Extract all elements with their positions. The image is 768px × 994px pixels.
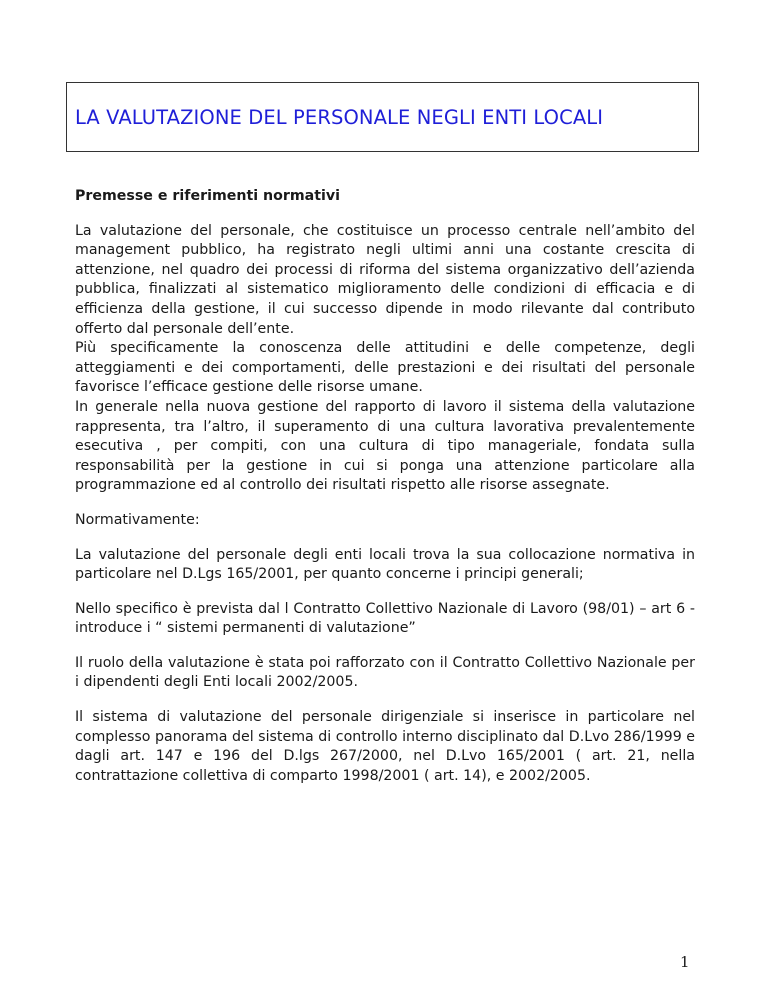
paragraph-dlgs: La valutazione del personale degli enti locali trova la sua collocazione normativa in particolare nel D.Lgs 165/2001, per quanto concerne i principi generali; (75, 546, 695, 583)
section-heading: Premesse e riferimenti normativi (75, 188, 340, 204)
intro-paragraph-3: In generale nella nuova gestione del rapporto di lavoro il sistema della valutazione rappresenta, tra l’altro, il superamento di una cultura lavorativa prevalentemente esecutiva , per compiti, con una cultura di tipo manageriale, fondata sulla responsabilità per la gestione in cui si ponga una attenzione particolare alla programmazione ed al controllo dei risultati rispetto alle risorse assegnate. (75, 398, 695, 494)
paragraph-ruolo: Il ruolo della valutazione è stata poi rafforzato con il Contratto Collettivo Nazionale per i dipendenti degli Enti locali 2002/2005. (75, 654, 695, 691)
intro-paragraph-2: Più specificamente la conoscenza delle attitudini e delle competenze, degli atteggiamenti e dei comportamenti, delle prestazioni e dei risultati del personale favorisce l’efficace gestione delle risorse umane. (75, 340, 695, 396)
paragraph-ccnl: Nello specifico è prevista dal l Contratto Collettivo Nazionale di Lavoro (98/01) – art 6 - introduce i “ sistemi permanenti di valutazione” (75, 600, 695, 637)
title-box (66, 82, 699, 152)
page-number: 1 (680, 953, 690, 971)
intro-paragraph-1: La valutazione del personale, che costituisce un processo centrale nell’ambito del management pubblico, ha registrato negli ultimi anni una costante crescita di attenzione, nel quadro dei processi di riforma del sistema organizzativo dell’azienda pubblica, finalizzati al sistematico miglioramento delle condizioni di efficacia e di efficienza della gestione, il cui successo dipende in modo rilevante dal contributo offerto dal personale dell’ente. (75, 222, 695, 337)
document-body (75, 187, 695, 801)
paragraph-dirigenziale: Il sistema di valutazione del personale dirigenziale si inserisce in particolare nel complesso panorama del sistema di controllo interno disciplinato dal D.Lvo 286/1999 e dagli art. 147 e 196 del D.lgs 267/2000, nel D.Lvo 165/2001 ( art. 21, nella contrattazione collettiva di comparto 1998/2001 ( art. 14), e 2002/2005. (75, 709, 695, 784)
document-title: LA VALUTAZIONE DEL PERSONALE NEGLI ENTI LOCALI (75, 105, 604, 129)
normativamente-label: Normativamente: (75, 511, 200, 528)
